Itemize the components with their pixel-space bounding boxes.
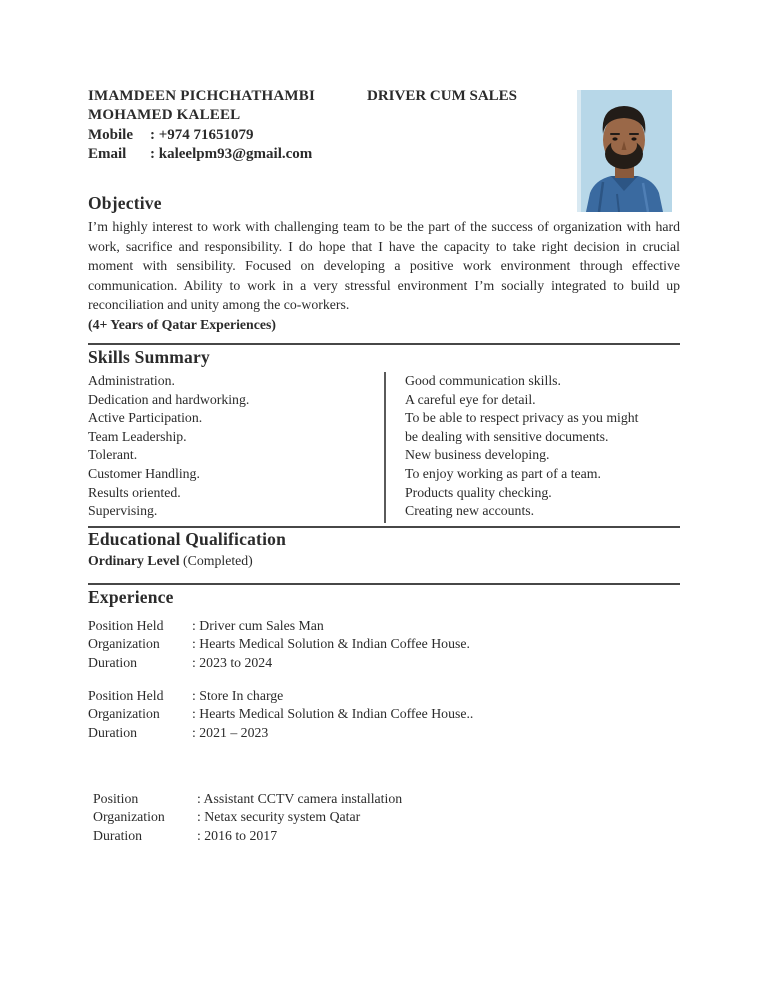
job-row-label: Organization bbox=[88, 636, 160, 652]
skill-item: To be able to respect privacy as you might bbox=[405, 410, 639, 426]
job-title: DRIVER CUM SALES bbox=[367, 88, 518, 104]
job-row-value: : Driver cum Sales Man bbox=[192, 618, 324, 633]
job-row bbox=[88, 617, 470, 635]
mobile-row bbox=[88, 126, 580, 145]
header bbox=[88, 87, 580, 164]
job-row bbox=[88, 705, 473, 723]
skill-item: Products quality checking. bbox=[405, 484, 552, 500]
job-row-value: : Hearts Medical Solution & Indian Coffee House.. bbox=[192, 706, 474, 722]
job-row-value: : Netax security system Qatar bbox=[197, 809, 361, 825]
job-row bbox=[88, 654, 470, 672]
skills-column-divider bbox=[384, 372, 386, 523]
job-row-value: : Assistant CCTV camera installation bbox=[197, 791, 403, 806]
section-divider bbox=[88, 583, 680, 585]
job-row-label: Duration bbox=[88, 724, 138, 740]
objective-body: I’m highly interest to work with challenging team to be the part of the success of organization with hard work, sacrifice and responsibility. I do hope that I have the capacity to take right decision in crucial moment with sensibility. Focused on developing a positive work environment through effective communication. Ability to work in a very stressful environment I’m socially integrated to build up reconciliation and unity among the co-workers. bbox=[88, 219, 680, 313]
candidate-name-line1: IMAMDEEN PICHCHATHAMBI bbox=[88, 88, 316, 104]
education-status: (Completed) bbox=[179, 553, 253, 568]
job-row-value: : 2016 to 2017 bbox=[197, 827, 278, 843]
mobile-label: Mobile bbox=[88, 126, 133, 143]
job-row bbox=[88, 687, 473, 705]
skill-item: Active Participation. bbox=[88, 410, 203, 426]
skill-item: be dealing with sensitive documents. bbox=[405, 428, 609, 444]
skill-item: Good communication skills. bbox=[405, 373, 561, 388]
job-row-label: Duration bbox=[93, 827, 143, 843]
job-row bbox=[88, 635, 470, 653]
job-row-value: : 2023 to 2024 bbox=[192, 654, 273, 670]
skill-item: Supervising. bbox=[88, 503, 158, 519]
skills-left-column bbox=[88, 372, 368, 521]
job-row-value: : Store In charge bbox=[192, 688, 284, 703]
job-row-label: Position Held bbox=[88, 688, 164, 703]
job-row bbox=[93, 827, 402, 845]
experience-entry bbox=[93, 790, 402, 845]
email-value: : kaleelpm93@gmail.com bbox=[150, 145, 313, 162]
skill-item: A careful eye for detail. bbox=[405, 391, 536, 407]
education-level: Ordinary Level bbox=[88, 553, 180, 568]
job-row bbox=[93, 790, 402, 808]
job-row bbox=[88, 724, 473, 742]
qatar-experience-note: (4+ Years of Qatar Experiences) bbox=[88, 316, 276, 332]
job-row-label: Position bbox=[93, 791, 139, 806]
skill-item: Administration. bbox=[88, 373, 175, 388]
job-row-label: Position Held bbox=[88, 618, 164, 633]
job-row-value: : Hearts Medical Solution & Indian Coffee House. bbox=[192, 636, 470, 652]
education-entry bbox=[88, 553, 253, 569]
experience-entry bbox=[88, 617, 470, 672]
skill-item: Customer Handling. bbox=[88, 465, 200, 481]
skill-item: New business developing. bbox=[405, 447, 550, 463]
job-row-label: Duration bbox=[88, 654, 138, 670]
objective-section bbox=[88, 193, 680, 335]
mobile-value: : +974 71651079 bbox=[150, 126, 254, 143]
job-row-label: Organization bbox=[93, 809, 165, 825]
education-heading: Educational Qualification bbox=[88, 529, 287, 549]
job-row-value: : 2021 – 2023 bbox=[192, 724, 269, 740]
experience-entry bbox=[88, 687, 473, 742]
email-row bbox=[88, 145, 580, 164]
objective-heading: Objective bbox=[88, 193, 162, 213]
section-divider bbox=[88, 526, 680, 528]
skill-item: Creating new accounts. bbox=[405, 503, 535, 519]
email-label: Email bbox=[88, 145, 127, 162]
skill-item: Team Leadership. bbox=[88, 428, 187, 444]
job-row-label: Organization bbox=[88, 706, 160, 722]
skills-right-column bbox=[405, 372, 681, 521]
skill-item: Results oriented. bbox=[88, 484, 181, 500]
skill-item: To enjoy working as part of a team. bbox=[405, 465, 601, 481]
skills-heading: Skills Summary bbox=[88, 347, 210, 367]
skill-item: Dedication and hardworking. bbox=[88, 391, 250, 407]
candidate-name-line2: MOHAMED KALEEL bbox=[88, 107, 241, 124]
skill-item: Tolerant. bbox=[88, 447, 138, 463]
experience-heading: Experience bbox=[88, 587, 174, 607]
section-divider bbox=[88, 343, 680, 345]
job-row bbox=[93, 808, 402, 826]
